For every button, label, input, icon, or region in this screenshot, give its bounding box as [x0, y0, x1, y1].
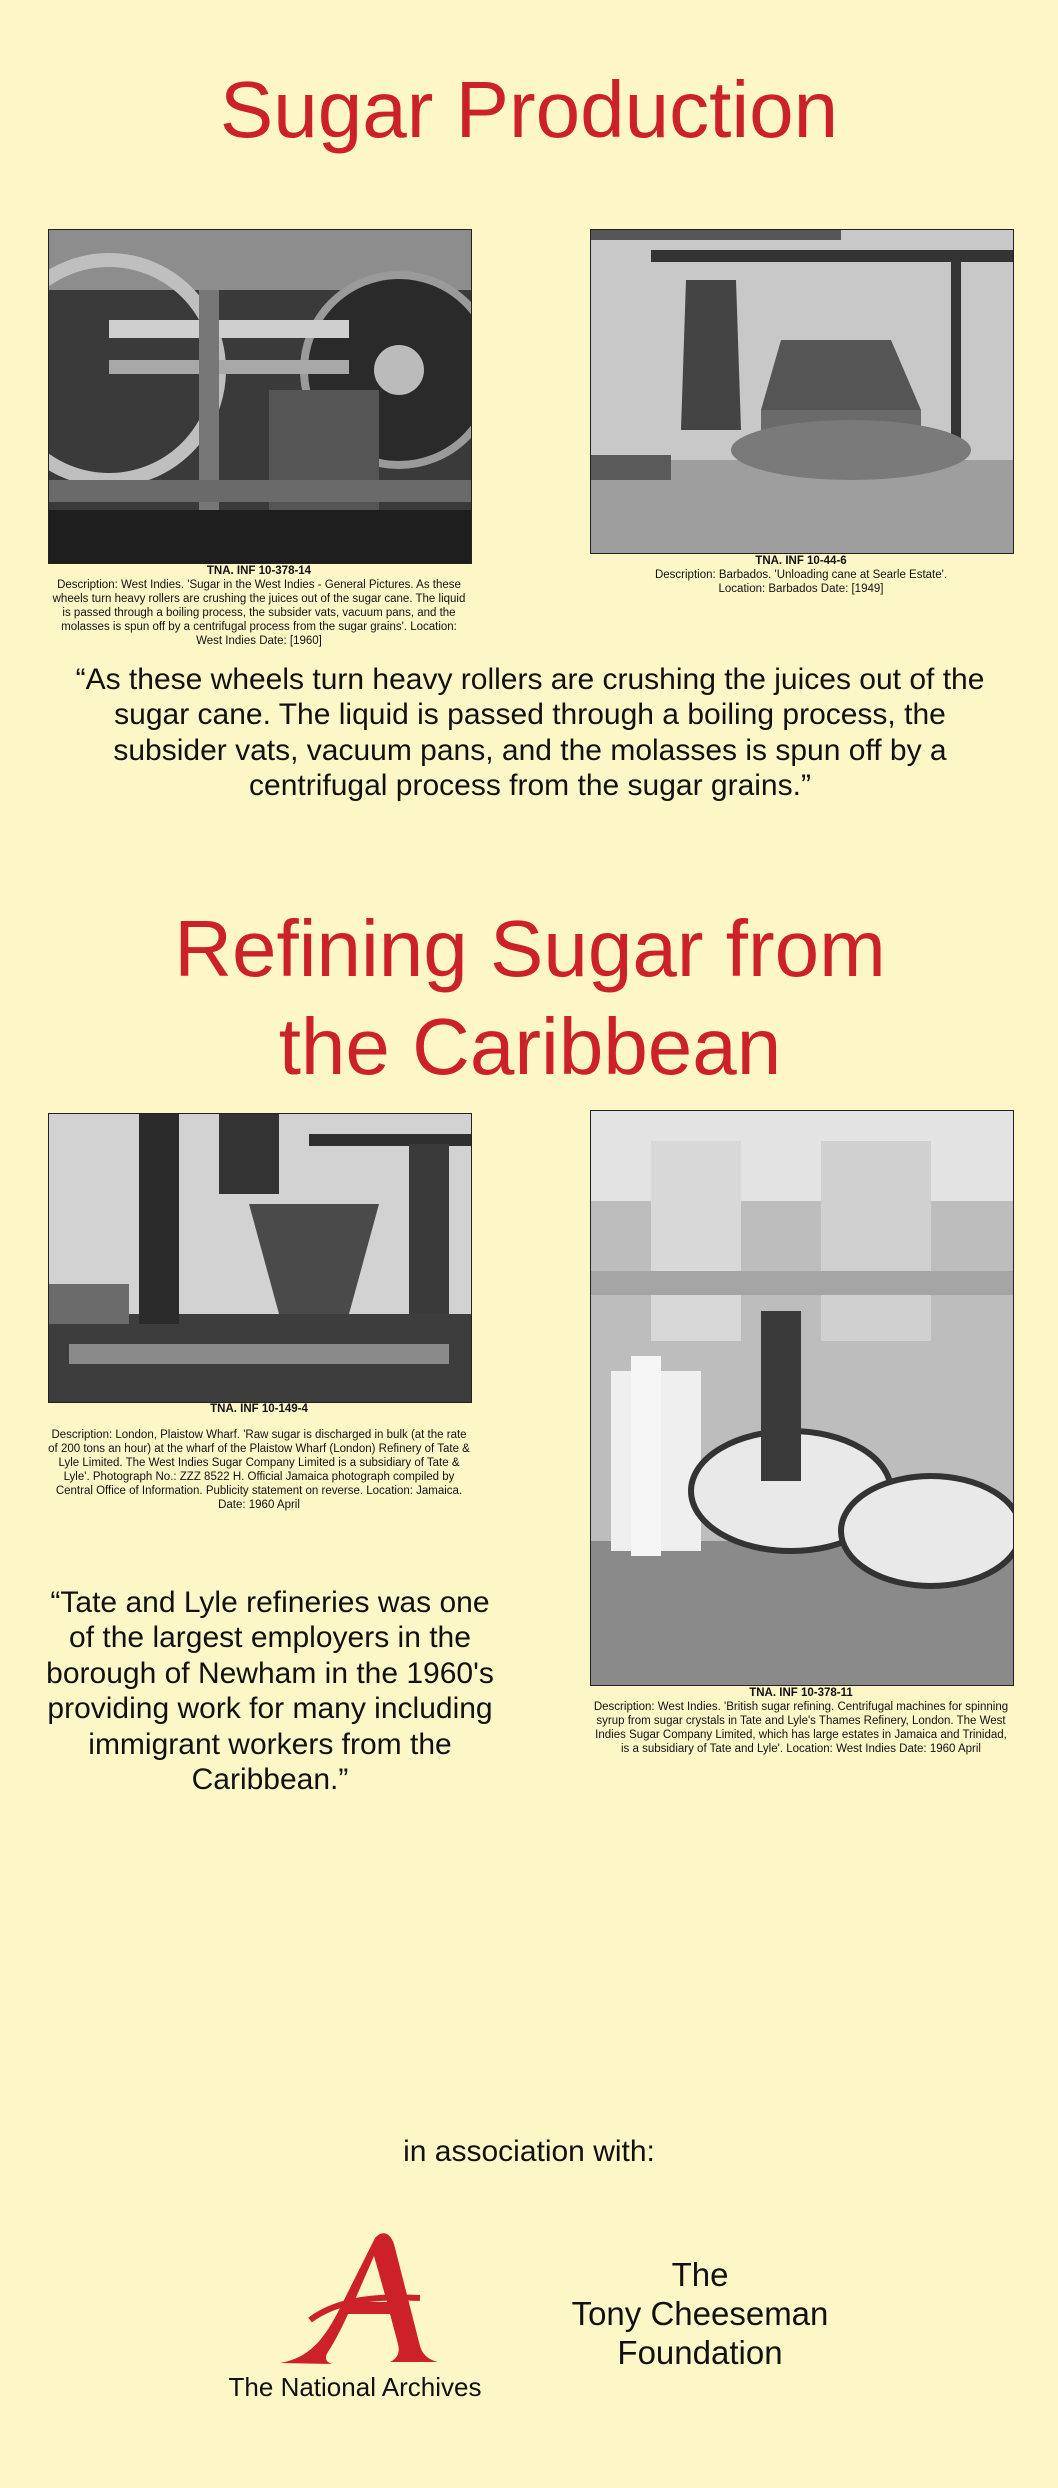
section-title-sugar-production: Sugar Production: [219, 65, 839, 154]
caption-photo-2: [590, 554, 1012, 596]
caption-ref: TNA. INF 10-149-4: [210, 1403, 308, 1415]
foundation-line-1: The: [671, 2256, 729, 2293]
tony-cheeseman-foundation: [540, 2256, 860, 2373]
caption-photo-3: [48, 1402, 470, 1512]
caption-desc-line1: Description: Barbados. 'Unloading cane at Searle Estate'.: [654, 569, 948, 582]
foundation-line-2: Tony Cheeseman: [571, 2294, 829, 2332]
photo-plaistow-wharf: [48, 1113, 472, 1403]
national-archives-logo: [270, 2228, 440, 2368]
foundation-line-3: Foundation: [617, 2333, 783, 2371]
photo-centrifugal-machines: [590, 1110, 1014, 1686]
quote-sugar-production: “As these wheels turn heavy rollers are crushing the juices out of the sugar cane. The liquid is passed through a boiling process, the subsider vats, vacuum pans, and the molasses is spun off by a centrifugal process from the sugar grains.”: [75, 663, 985, 803]
title-line-2: the Caribbean: [278, 1001, 782, 1091]
caption-photo-1: [48, 564, 470, 648]
caption-photo-4: [590, 1686, 1012, 1756]
photo-sugar-mill-wheels: [48, 229, 472, 564]
caption-ref: TNA. INF 10-378-11: [749, 1687, 853, 1699]
association-heading: in association with:: [403, 2135, 655, 2168]
caption-desc: Description: London, Plaistow Wharf. 'Raw sugar is discharged in bulk (at the rate of 200 tons an hour) at the wharf of the Plaistow Wharf (London) Refinery of Tate & Lyle Limited. The West Indies Sugar Company Limited is a subsidiary of Tate & Lyle'. Photograph No.: ZZZ 8522 H. Official Jamaica photograph compiled by Central Office of Information. Publicity statement on reverse. Location: Jamaica. Date: 1960 April: [48, 1429, 470, 1512]
caption-ref: TNA. INF 10-44-6: [755, 555, 847, 567]
photo-unloading-cane: [590, 229, 1014, 554]
quote-tate-and-lyle: “Tate and Lyle refineries was one of the largest employers in the borough of Newham in the 1960's providing work for many including immigrant workers from the Caribbean.”: [46, 1586, 494, 1796]
title-line-1: Refining Sugar from: [174, 904, 886, 993]
caption-desc: Description: West Indies. 'Sugar in the West Indies - General Pictures. As these wheels turn heavy rollers are crushing the juices out of the sugar cane. The liquid is passed through a boiling process, the subsider vats, vacuum pans, and the molasses is spun off by a centrifugal process from the sugar grains'. Location: West Indies Date: [1960]: [52, 579, 466, 648]
caption-desc-line2: Location: Barbados Date: [1949]: [718, 583, 884, 596]
section-title-refining: [60, 900, 1000, 1095]
national-archives-name: The National Archives: [228, 2372, 482, 2402]
caption-desc: Description: West Indies. 'British sugar refining. Centrifugal machines for spinning syrup from sugar crystals in Tate and Lyle's Thames Refinery, London. The West Indies Sugar Company Limited, which has large estates in Jamaica and Trinidad, is a subsidiary of Tate and Lyle'. Location: West Indies Date: 1960 April: [593, 1701, 1009, 1756]
caption-ref: TNA. INF 10-378-14: [206, 565, 312, 577]
